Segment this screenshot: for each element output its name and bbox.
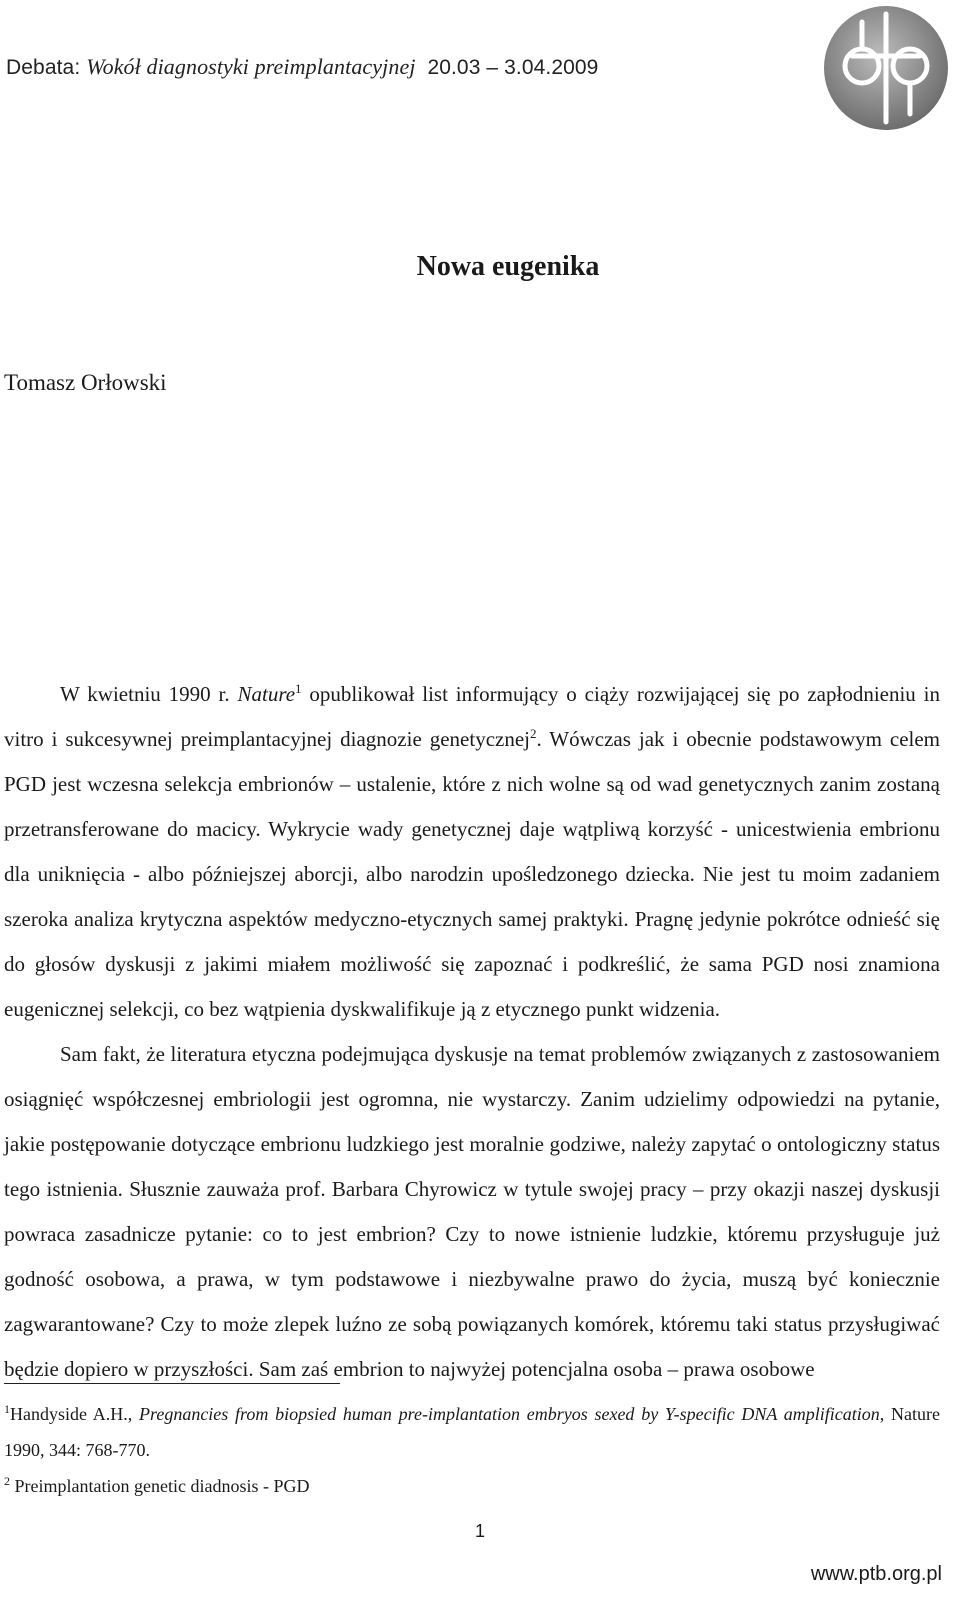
p1-nature: Nature — [237, 682, 296, 706]
document-body — [4, 672, 940, 1392]
p1-text-c: . Wówczas jak i obecnie podstawowym celem PGD jest wczesna selekcja embrionów – ustalenie, które z nich wolne są od wad genetycznych zanim zostaną przetransferowane do macicy. Wykrycie wady genetycznej daje wątpliwą korzyść - unicestwienia embrionu dla uniknięcia - albo późniejszej aborcji, albo narodzin upośledzonego dziecka. Nie jest tu moim zadaniem szeroka analiza krytyczna aspektów medyczno-etycznych samej praktyki. Pragnę jedynie pokrótce odnieść się do głosów dyskusji z jakimi miałem możliwość się zapoznać i podkreślić, że sama PGD nosi znamiona eugenicznej selekcji, co bez wątpienia dyskwalifikuje ją z etycznego punkt widzenia. — [4, 727, 941, 1021]
document-header — [6, 54, 598, 80]
ptb-logo-icon — [822, 4, 950, 132]
footnotes — [4, 1383, 940, 1504]
footnote-1-author: Handyside A.H., — [10, 1404, 139, 1424]
p1-text-b: opublikował list informujący o ciąży rozwijającej się po zapłodnieniu in vitro i sukcesywnej preimplantacyjnej diagnozie genetycznej — [4, 682, 941, 751]
footnote-2 — [4, 1468, 940, 1504]
document-title: Nowa eugenika — [416, 251, 600, 282]
author-name: Tomasz Orłowski — [4, 370, 167, 395]
header-title: Wokół diagnostyki preimplantacyjnej — [86, 54, 416, 79]
footer-url: www.ptb.org.pl — [810, 1563, 942, 1585]
p1-text-a: W kwietniu 1990 r. — [60, 682, 238, 706]
footnote-1-title: Pregnancies from biopsied human pre-implantation embryos sexed by Y-specific DNA amplification — [139, 1404, 880, 1424]
footnote-separator — [4, 1383, 340, 1384]
footnote-2-text: Preimplantation genetic diadnosis - PGD — [10, 1476, 310, 1496]
paragraph-1 — [4, 672, 940, 1032]
header-dates: 20.03 – 3.04.2009 — [427, 56, 599, 79]
header-prefix: Debata: — [6, 56, 87, 79]
footnote-1 — [4, 1396, 940, 1468]
paragraph-2: Sam fakt, że literatura etyczna podejmująca dyskusje na temat problemów związanych z zastosowaniem osiągnięć współczesnej embriologii jest ogromna, nie wystarczy. Zanim udzielimy odpowiedzi na pytanie, jakie postępowanie dotyczące embrionu ludzkiego jest moralnie godziwe, należy zapytać o ontologiczny status tego istnienia. Słusznie zauważa prof. Barbara Chyrowicz w tytule swojej pracy – przy okazji naszej dyskusji powraca zasadnicze pytanie: co to jest embrion? Czy to nowe istnienie ludzkie, któremu przysługuje już godność osobowa, a prawa, w tym podstawowe i niezbywalne prawo do życia, muszą być koniecznie zagwarantowane? Czy to może zlepek luźno ze sobą powiązanych komórek, któremu taki status przysługiwać będzie dopiero w przyszłości. Sam zaś embrion to najwyżej potencjalna osoba – prawa osobowe — [4, 1042, 940, 1381]
footnote-1-source: , Nature 1990, 344: 768-770. — [4, 1404, 940, 1460]
page-number: 1 — [474, 1521, 485, 1541]
footnote-ref-2: 2 — [530, 726, 537, 741]
footnote-ref-1: 1 — [295, 681, 302, 696]
footnote-2-number: 2 — [4, 1474, 10, 1488]
footnote-1-number: 1 — [4, 1402, 10, 1416]
